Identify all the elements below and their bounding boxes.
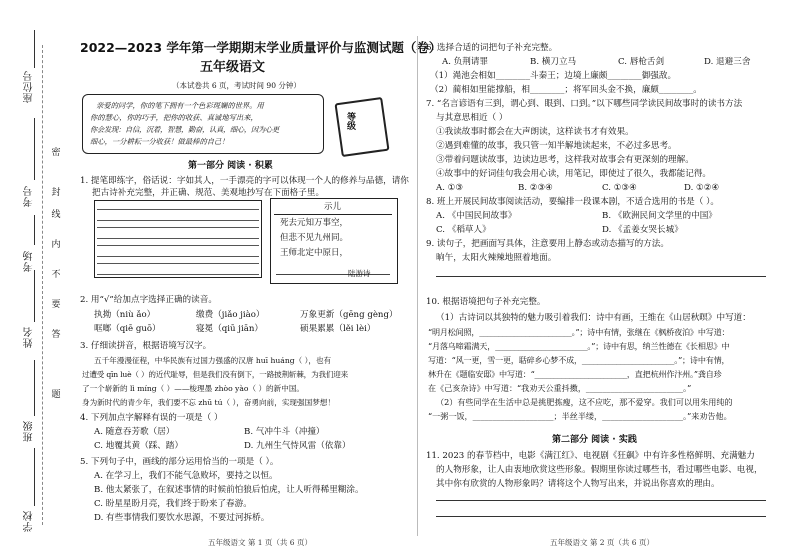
q3-line-3[interactable]: 了一个崭新的 lì míng（ ）——梭理墨 zhòo yào（ ）的新中国。 — [82, 384, 305, 393]
seal-char: 内 — [51, 240, 61, 250]
q4-option-a[interactable]: A. 随意吞芳歌（居） — [94, 427, 175, 437]
q11-answer-line-2[interactable] — [436, 516, 766, 517]
q4-text: 4. 下列加点字解释有误的一项是（ ） — [80, 413, 223, 423]
q10-line-3[interactable]: “月落乌啼霜满天，________________________。”；诗中有思，纳兰性德在《长相思》中 — [428, 341, 730, 351]
q10-text: 10. 根据语境把句子补充完整。 — [426, 297, 546, 307]
q8-text: 8. 班上开展民间故事阅读活动，要编排一段课本剧，不适合选用的书是（ ）。 — [426, 197, 719, 207]
school-field[interactable] — [34, 448, 35, 506]
q8-choice-d[interactable]: D. 《孟姜女哭长城》 — [602, 225, 683, 235]
q3-line-4[interactable]: 身为新时代的青少年，我们要不忘 zhū tú（ ），奋勇向前，实现强国梦想！ — [82, 398, 335, 407]
q2-r1-c3[interactable]: 万象更新（gēng gèng） — [300, 310, 398, 320]
page-1 — [76, 0, 442, 560]
q5-option-d[interactable]: D. 有些事情我们要饮水思源，不要过河拆桥。 — [94, 513, 270, 523]
q7-choice-a[interactable]: A. ①③ — [436, 183, 464, 193]
q7-statement-1: ①我读故事时都会在大声朗读，这样读书才有效果。 — [436, 127, 634, 137]
exam-no-label: 考号 — [24, 185, 35, 207]
q11-line-1: 11. 2023 的春节档中，电影《满江红》、电视剧《狂飙》中有许多性格鲜明、充满魅力 — [426, 451, 755, 461]
poem-author: 陆游诗 — [348, 269, 371, 278]
exam-note: （本试卷共 6 页，考试时间 90 分钟） — [172, 81, 301, 90]
class-field[interactable] — [34, 360, 35, 416]
seal-char: 不 — [51, 270, 61, 280]
poem-blank-line[interactable] — [276, 274, 390, 275]
q4-option-c[interactable]: C. 地覆其黄（踩、踏） — [94, 441, 184, 451]
q1-writing-area[interactable] — [94, 200, 262, 278]
q7-line-1: 7. “名言谚语有三到，谓心到、眼到、口到。”以下哪些同学读民间故事时的读书方法 — [426, 99, 743, 109]
q6-choice-d[interactable]: D. 退避三舍 — [704, 57, 751, 67]
grade-label: 等级 — [345, 112, 355, 130]
q3-line-2[interactable]: 过遭受 qīn luè（ ）的近代耻辱，但是我们没有倒下，一路披荆斩棘，为我们迎来 — [82, 370, 349, 379]
q8-choice-b[interactable]: B. 《欧洲民间文学里的中国》 — [602, 211, 717, 221]
q11-line-2: 的人物形象，让人由衷地欣赏这些形象。假期里你读过哪些书，看过哪些电影、电视， — [436, 465, 763, 475]
q3-text: 3. 仔细读拼音，根据语境写汉字。 — [80, 341, 212, 351]
q7-statement-2: ②遇到难懂的故事，我只管一知半解地读起来，不必过多思考。 — [436, 141, 677, 151]
q9-answer-line-1[interactable] — [436, 276, 766, 277]
seal-char: 题 — [51, 390, 61, 400]
q2-r2-c1[interactable]: 哐啷（qiē guō） — [94, 324, 161, 334]
class-label: 班级 — [24, 420, 35, 442]
q6-choice-b[interactable]: B. 横刀立马 — [530, 57, 577, 67]
q7-statement-3: ③带着问题读故事，边读边思考，这样我对故事会有更深刻的理解。 — [436, 155, 694, 165]
q2-r2-c3[interactable]: 硕果累累（lěi lèi） — [300, 324, 376, 334]
school-label: 学校 — [24, 510, 35, 532]
q5-option-b[interactable]: B. 他太紧张了，在叙述事情的时候前怕狼后怕虎，让人听得稀里糊涂。 — [94, 485, 364, 495]
q10-line-6[interactable]: 在《己亥杂诗》中写道：“我劝天公重抖擞，________________________。” — [428, 383, 692, 393]
seal-char: 密 — [51, 148, 61, 158]
exam-room-label: 考场 — [24, 250, 35, 272]
seal-char: 封 — [51, 188, 61, 198]
page-divider — [417, 36, 418, 536]
binding-margin — [0, 0, 70, 560]
page-2-footer: 五年级语文 第 2 页（共 6 页） — [550, 538, 654, 547]
q2-r1-c2[interactable]: 缴费（jiǎo jiào） — [196, 310, 265, 320]
poem-divider — [274, 214, 392, 215]
q9-line-2: 晌午，太阳火辣辣地照着地面。 — [436, 253, 557, 263]
seal-char: 线 — [51, 210, 61, 220]
q8-choice-c[interactable]: C. 《稻草人》 — [436, 225, 491, 235]
q5-text: 5. 下列句子中，画线的部分运用恰当的一项是（ ）。 — [80, 457, 279, 467]
poem-line-3: 王师北定中原日， — [280, 248, 349, 258]
q6-line-1[interactable]: （1）渑池会相如________斗秦王；边境上廉颇________御强敌。 — [430, 71, 677, 81]
poem-line-1: 死去元知万事空， — [280, 218, 349, 228]
q6-choice-c[interactable]: C. 唇枪舌剑 — [618, 57, 665, 67]
q10-line-1[interactable]: （1）古诗词以其独特的魅力吸引着我们：诗中有画，王维在《山居秋暝》中写道： — [436, 313, 751, 323]
exam-room-field[interactable] — [34, 215, 35, 245]
intro-line-3: 你会发现：自信，沉着，智慧，勤奋，认真，细心，因为心更 — [90, 125, 279, 134]
q7-statement-4: ④故事中的好词佳句我会用心读，用笔记，即使过了很久，我都能记得。 — [436, 169, 712, 179]
q6-text: 6. 选择合适的词把句子补充完整。 — [426, 43, 558, 53]
q10-line-7[interactable]: （2）有些同学在生活中总是挑肥拣瘦，这不应吃，那不爱穿。我们可以用朱用纯的 — [436, 397, 733, 407]
part2-title: 第二部分 阅读 · 实践 — [552, 435, 637, 445]
intro-line-2: 你的慧心，你的巧手，把你的收获、真诚地写出来， — [90, 113, 258, 122]
q7-choice-d[interactable]: D. ①②④ — [684, 183, 720, 193]
q5-option-c[interactable]: C. 盼星星盼月亮，我们终于盼来了春游。 — [94, 499, 252, 509]
q2-r2-c2[interactable]: 寝冕（qiū jiān） — [196, 324, 263, 334]
seal-char: 要 — [51, 300, 61, 310]
q4-option-b[interactable]: B. 气冲牛斗（冲撞） — [244, 427, 325, 437]
page-2 — [422, 0, 784, 560]
q2-r1-c1[interactable]: 执拗（niù ǎo） — [94, 310, 156, 320]
poem-title: 示儿 — [324, 202, 342, 212]
q7-line-2: 与其意思相近（ ） — [436, 113, 508, 123]
q10-line-2[interactable]: “明月松间照，________________________。”；诗中有情，张继在《枫桥夜泊》中写道： — [428, 327, 730, 337]
name-label: 姓名 — [24, 326, 35, 348]
poem-line-2: 但悲不见九州同。 — [280, 233, 349, 243]
q7-choice-c[interactable]: C. ①③④ — [602, 183, 637, 193]
page-1-footer: 五年级语文 第 1 页（共 6 页） — [208, 538, 312, 547]
q2-text: 2. 用“√”给加点字选择正确的读音。 — [80, 295, 217, 305]
seat-field[interactable] — [34, 30, 35, 68]
q10-line-8[interactable]: “一粥一饭，____________________；半丝半缕，____________________。”来劝告他。 — [428, 411, 732, 421]
exam-title: 2022—2023 学年第一学期期末学业质量评价与监测试题（卷） — [80, 40, 442, 55]
q10-line-5[interactable]: 林升在《题临安邸》中写道：“________________________，直把杭州作汴州。”龚自珍 — [428, 369, 722, 379]
q6-line-2[interactable]: （2）蔺相如里能撑船，相________；将军回头金不换，廉颇________。 — [430, 85, 702, 95]
q5-option-a[interactable]: A. 在学习上，我们不能气急败坏，要持之以恒。 — [94, 471, 278, 481]
q10-line-4[interactable]: 写道：“风一更，雪一更，聒碎乡心梦不成，________________________。”；诗中有情， — [428, 355, 730, 365]
intro-line-4: 细心，一分耕耘一分收获！做最棒的自己！ — [90, 137, 229, 146]
q1-line-1: 1. 提笔即练字，俗话说：字如其人，一手漂亮的字可以体现一个人的修养与品德，请你 — [80, 176, 409, 186]
q1-line-2: 把古诗补充完整，并正确、规范、美观地抄写在下面格子里。 — [92, 188, 325, 198]
q9-line-1: 9. 读句子，把画面写具体，注意要用上静态或动态描写的方法。 — [426, 239, 669, 249]
part1-title: 第一部分 阅读 · 积累 — [188, 161, 273, 171]
seal-char: 答 — [51, 330, 61, 340]
q8-choice-a[interactable]: A. 《中国民间故事》 — [436, 211, 517, 221]
dashed-seal-line — [42, 45, 43, 525]
seat-label: 座位号 — [24, 70, 35, 103]
intro-line-1: 亲爱的同学，你的笔下拥有一个色彩斑斓的世界。用 — [96, 101, 264, 110]
name-field[interactable] — [34, 270, 35, 322]
q11-answer-line-1[interactable] — [436, 500, 766, 501]
q4-option-d[interactable]: D. 九州生气恃风雷（依靠） — [244, 441, 351, 451]
q11-line-3: 其中你有欣赏的人物形象吗？请将这个人物写出来，并说出你喜欢的理由。 — [436, 479, 720, 489]
q6-choice-a[interactable]: A. 负荆请罪 — [442, 57, 489, 67]
subject-title: 五年级语文 — [200, 60, 266, 75]
q3-line-1[interactable]: 五千年漫漫征程，中华民族有过国力强盛的汉唐 huī huáng（ ），也有 — [94, 356, 332, 365]
grade-scroll — [334, 97, 389, 157]
exam-no-field[interactable] — [34, 118, 35, 180]
q7-choice-b[interactable]: B. ②③④ — [518, 183, 553, 193]
